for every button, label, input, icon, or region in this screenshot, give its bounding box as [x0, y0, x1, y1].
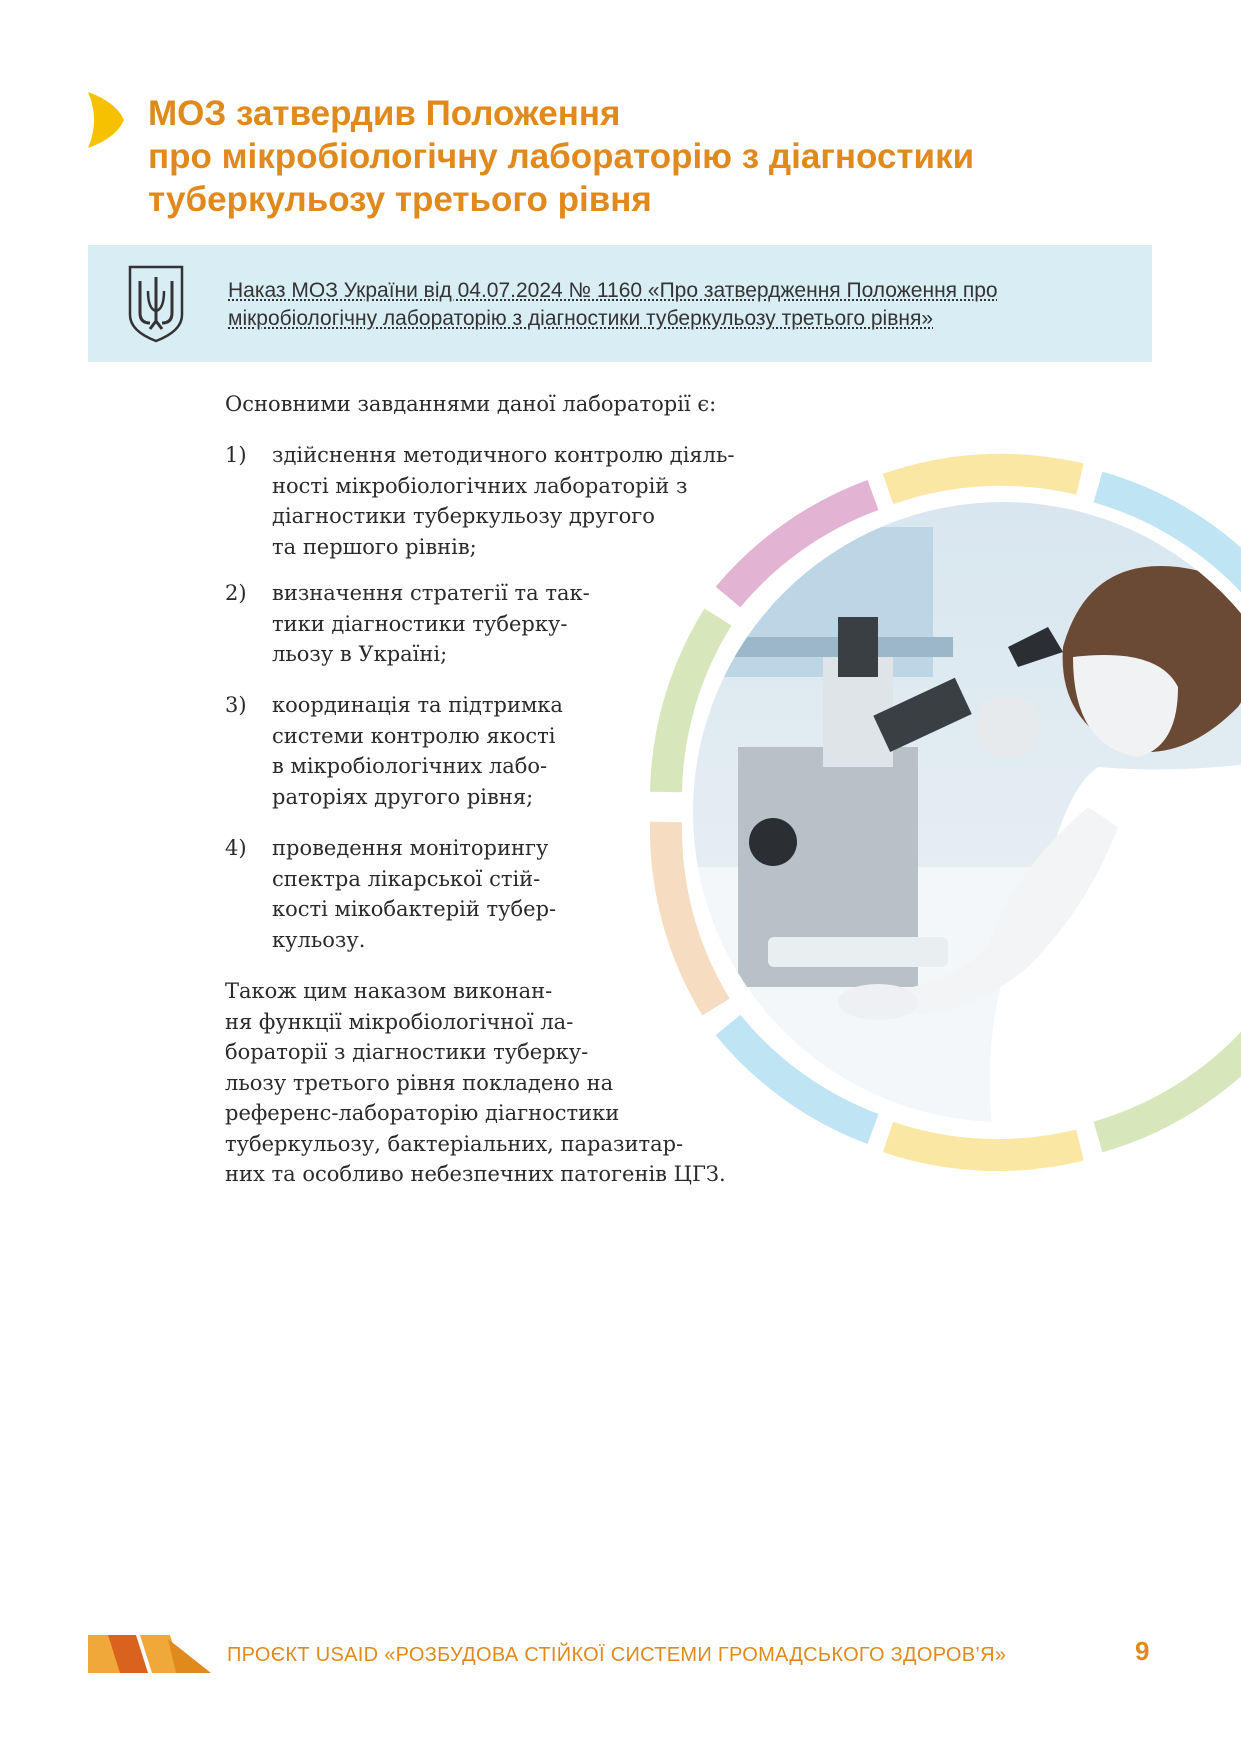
task-number: 4): [225, 836, 247, 860]
task-line: діагностики туберкульозу другого: [272, 504, 655, 528]
task-line: здійснення методичного контролю діяль-: [272, 443, 735, 467]
title-marker-icon: [88, 92, 124, 148]
order-link-line: Наказ МОЗ України від 04.07.2024 № 1160 «Про затвердження Положення про: [228, 279, 998, 302]
task-line: кульозу.: [272, 927, 366, 952]
task-number: 3): [225, 693, 247, 717]
task-line: льозу в Україні;: [272, 642, 448, 666]
project-logo-icon: [88, 1633, 211, 1675]
task-line: кості мікобактерій тубер-: [272, 897, 557, 921]
title-line: туберкульозу третього рівня: [148, 180, 652, 219]
lab-photo-ring: [618, 447, 1241, 1177]
intro-text: Основними завданнями даної лабораторії є:: [225, 392, 717, 416]
order-document-link[interactable]: [228, 277, 1128, 333]
task-line: тики діагностики туберку-: [272, 611, 568, 636]
closing-line: льозу третього рівня покладено на: [225, 1070, 614, 1095]
task-line: координація та підтримка: [272, 693, 563, 717]
closing-line: референс-лабораторію діагностики: [225, 1101, 620, 1125]
order-reference-box: [88, 245, 1152, 362]
title-line: про мікробіологічну лабораторію з діагностики: [148, 137, 975, 176]
closing-line: Також цим наказом виконан-: [225, 979, 553, 1003]
task-number: 2): [225, 581, 247, 605]
order-link-line: мікробіологічну лабораторію з діагностики туберкульозу третього рівня»: [228, 307, 933, 330]
title-line: МОЗ затвердив Положення: [148, 94, 621, 133]
page-title: [148, 92, 1148, 221]
coat-of-arms-icon: [126, 263, 186, 343]
closing-line: ня функції мікробіологічної ла-: [225, 1009, 574, 1034]
closing-line: туберкульозу, бактеріальних, паразитар-: [225, 1131, 684, 1156]
task-number: 1): [225, 443, 247, 467]
task-line: спектра лікарської стій-: [272, 866, 541, 891]
closing-line: бораторії з діагностики туберку-: [225, 1040, 589, 1064]
task-line: визначення стратегії та так-: [272, 581, 590, 605]
closing-line: них та особливо небезпечних патогенів ЦГЗ.: [225, 1162, 726, 1186]
task-line: системи контролю якості: [272, 723, 556, 748]
task-line: та першого рівнів;: [272, 534, 477, 559]
footer-project-name: ПРОЄКТ USAID «РОЗБУДОВА СТІЙКОЇ СИСТЕМИ ГРОМАДСЬКОГО ЗДОРОВ’Я»: [227, 1644, 1007, 1666]
task-text: [272, 578, 590, 670]
task-line: ності мікробіологічних лабораторій з: [272, 473, 688, 498]
task-line: раторіях другого рівня;: [272, 784, 534, 809]
task-text: [272, 833, 556, 955]
page-number: 9: [1135, 1636, 1150, 1666]
task-text: [272, 690, 563, 812]
task-line: в мікробіологічних лабо-: [272, 754, 548, 778]
task-line: проведення моніторингу: [272, 836, 549, 860]
